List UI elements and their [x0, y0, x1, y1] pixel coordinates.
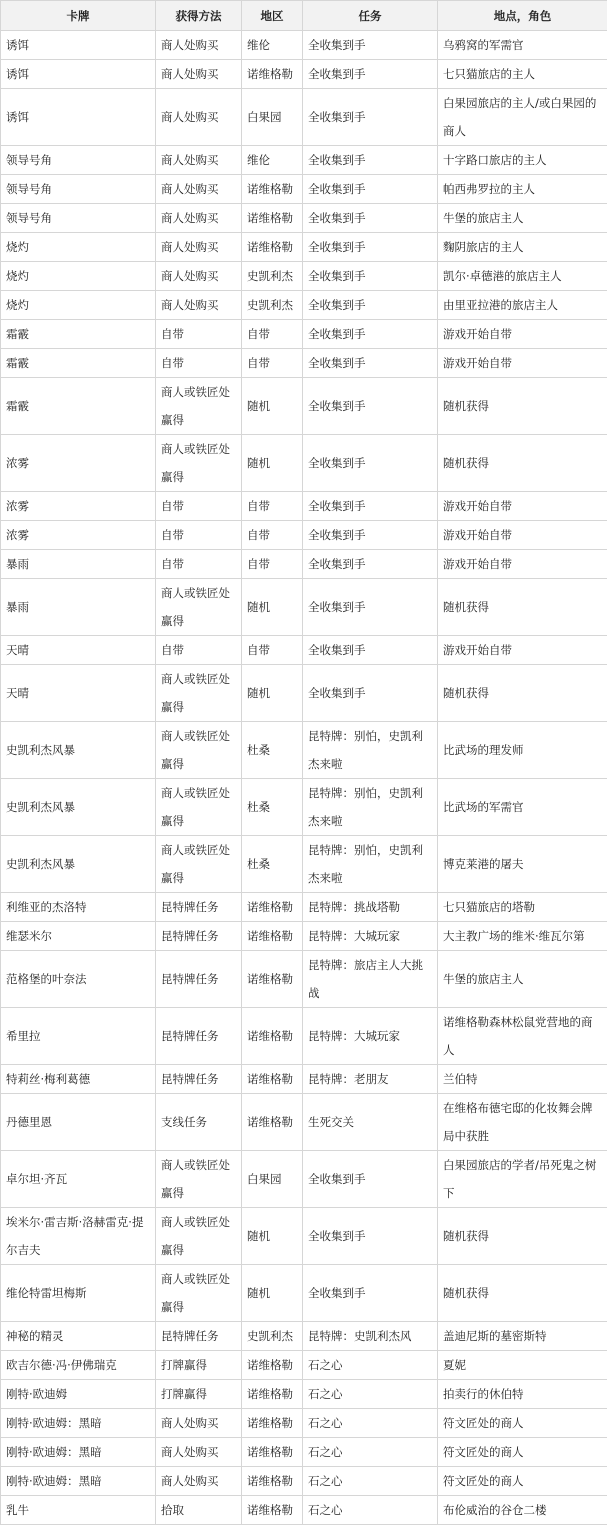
table-row: [1, 1380, 607, 1409]
cell-quest: 石之心: [303, 1351, 438, 1380]
cell-location: 比武场的理发师: [438, 722, 607, 779]
cell-method: 商人处购买: [156, 1409, 242, 1438]
column-header-quest: 任务: [303, 1, 438, 31]
cell-quest: 昆特牌：挑战塔勒: [303, 893, 438, 922]
cell-region: 诺维格勒: [242, 951, 303, 1008]
cell-region: 诺维格勒: [242, 1008, 303, 1065]
cell-location: 符文匠处的商人: [438, 1467, 607, 1496]
cell-method: 商人或铁匠处赢得: [156, 779, 242, 836]
cell-region: 史凯利杰: [242, 291, 303, 320]
cell-location: 随机获得: [438, 378, 607, 435]
cell-region: 诺维格勒: [242, 1496, 303, 1525]
cell-quest: 全收集到手: [303, 1208, 438, 1265]
cell-region: 诺维格勒: [242, 60, 303, 89]
table-row: [1, 1351, 607, 1380]
cell-quest: 石之心: [303, 1409, 438, 1438]
cell-location: 大主教广场的维米·维瓦尔第: [438, 922, 607, 951]
table-row: [1, 1008, 607, 1065]
cell-card: 浓雾: [1, 435, 156, 492]
cell-quest: 全收集到手: [303, 31, 438, 60]
table-row: [1, 291, 607, 320]
cell-method: 商人处购买: [156, 1467, 242, 1496]
cell-card: 烧灼: [1, 233, 156, 262]
cell-location: 游戏开始自带: [438, 320, 607, 349]
cell-quest: 全收集到手: [303, 665, 438, 722]
table-row: [1, 233, 607, 262]
cell-card: 领导号角: [1, 146, 156, 175]
cell-method: 商人处购买: [156, 89, 242, 146]
cell-region: 维伦: [242, 146, 303, 175]
cell-method: 商人或铁匠处赢得: [156, 665, 242, 722]
cell-method: 商人处购买: [156, 291, 242, 320]
cell-location: 在维格布德宅邸的化妆舞会牌局中获胜: [438, 1094, 607, 1151]
table-row: [1, 779, 607, 836]
table-row: [1, 1438, 607, 1467]
cell-location: 帕西弗罗拉的主人: [438, 175, 607, 204]
cell-method: 商人或铁匠处赢得: [156, 378, 242, 435]
cell-card: 史凯利杰风暴: [1, 836, 156, 893]
cell-region: 诺维格勒: [242, 233, 303, 262]
cell-location: 游戏开始自带: [438, 636, 607, 665]
column-header-method: 获得方法: [156, 1, 242, 31]
cell-card: 乳牛: [1, 1496, 156, 1525]
cell-card: 卓尔坦·齐瓦: [1, 1151, 156, 1208]
cell-method: 商人处购买: [156, 262, 242, 291]
cell-method: 昆特牌任务: [156, 922, 242, 951]
cell-method: 商人或铁匠处赢得: [156, 1208, 242, 1265]
cell-method: 打牌赢得: [156, 1351, 242, 1380]
cell-card: 特莉丝·梅利葛德: [1, 1065, 156, 1094]
cell-quest: 全收集到手: [303, 204, 438, 233]
cell-card: 维伦特雷坦梅斯: [1, 1265, 156, 1322]
cell-location: 诺维格勒森林松鼠党营地的商人: [438, 1008, 607, 1065]
cell-region: 诺维格勒: [242, 175, 303, 204]
cell-card: 刚特·欧迪姆：黑暗: [1, 1438, 156, 1467]
cell-quest: 昆特牌：别怕，史凯利杰来啦: [303, 722, 438, 779]
cell-region: 诺维格勒: [242, 1065, 303, 1094]
cell-card: 霜霰: [1, 349, 156, 378]
cell-location: 随机获得: [438, 579, 607, 636]
table-row: [1, 89, 607, 146]
cell-location: 七只猫旅店的主人: [438, 60, 607, 89]
cell-method: 商人或铁匠处赢得: [156, 1151, 242, 1208]
cell-method: 商人或铁匠处赢得: [156, 722, 242, 779]
cell-quest: 全收集到手: [303, 349, 438, 378]
cell-quest: 全收集到手: [303, 175, 438, 204]
cell-region: 白果园: [242, 1151, 303, 1208]
cell-quest: 全收集到手: [303, 233, 438, 262]
cell-method: 自带: [156, 636, 242, 665]
table-row: [1, 579, 607, 636]
cell-method: 自带: [156, 349, 242, 378]
cell-location: 随机获得: [438, 1265, 607, 1322]
table-row: [1, 636, 607, 665]
cell-location: 乌鸦窝的军需官: [438, 31, 607, 60]
cell-method: 商人或铁匠处赢得: [156, 836, 242, 893]
cell-method: 自带: [156, 521, 242, 550]
table-row: [1, 951, 607, 1008]
cell-card: 埃米尔·雷吉斯·洛赫雷克·提尔吉夫: [1, 1208, 156, 1265]
table-row: [1, 1322, 607, 1351]
cell-card: 烧灼: [1, 262, 156, 291]
table-row: [1, 1467, 607, 1496]
cell-region: 史凯利杰: [242, 1322, 303, 1351]
table-body: [1, 31, 607, 1525]
cell-card: 烧灼: [1, 291, 156, 320]
cell-location: 符文匠处的商人: [438, 1438, 607, 1467]
cell-card: 暴雨: [1, 579, 156, 636]
cell-card: 浓雾: [1, 492, 156, 521]
cell-region: 诺维格勒: [242, 893, 303, 922]
cell-method: 商人处购买: [156, 31, 242, 60]
cell-card: 史凯利杰风暴: [1, 722, 156, 779]
table-row: [1, 521, 607, 550]
cell-card: 利维亚的杰洛特: [1, 893, 156, 922]
cell-method: 昆特牌任务: [156, 893, 242, 922]
table-row: [1, 1496, 607, 1525]
cell-quest: 全收集到手: [303, 291, 438, 320]
cell-location: 由里亚拉港的旅店主人: [438, 291, 607, 320]
cell-location: 盖迪尼斯的墓密斯特: [438, 1322, 607, 1351]
cell-quest: 石之心: [303, 1438, 438, 1467]
cell-region: 杜桑: [242, 722, 303, 779]
cell-quest: 全收集到手: [303, 435, 438, 492]
cell-region: 随机: [242, 1208, 303, 1265]
table-row: [1, 349, 607, 378]
cell-region: 杜桑: [242, 836, 303, 893]
cell-method: 自带: [156, 550, 242, 579]
cell-method: 支线任务: [156, 1094, 242, 1151]
cell-quest: 昆特牌：旅店主人大挑战: [303, 951, 438, 1008]
cell-method: 商人处购买: [156, 146, 242, 175]
table-row: [1, 60, 607, 89]
cell-region: 随机: [242, 435, 303, 492]
table-row: [1, 378, 607, 435]
cell-location: 白果园旅店的学者/吊死鬼之树下: [438, 1151, 607, 1208]
cell-location: 白果园旅店的主人/或白果园的商人: [438, 89, 607, 146]
cell-region: 自带: [242, 550, 303, 579]
table-row: [1, 722, 607, 779]
cell-region: 诺维格勒: [242, 204, 303, 233]
cell-location: 十字路口旅店的主人: [438, 146, 607, 175]
table-row: [1, 175, 607, 204]
cell-card: 诱饵: [1, 89, 156, 146]
cell-location: 布伦威治的谷仓二楼: [438, 1496, 607, 1525]
cell-card: 刚特·欧迪姆：黑暗: [1, 1467, 156, 1496]
table-row: [1, 836, 607, 893]
table-row: [1, 1065, 607, 1094]
table-row: [1, 1265, 607, 1322]
table-row: [1, 1151, 607, 1208]
cell-card: 霜霰: [1, 378, 156, 435]
cell-quest: 全收集到手: [303, 636, 438, 665]
cell-quest: 昆特牌：大城玩家: [303, 1008, 438, 1065]
cell-card: 神秘的精灵: [1, 1322, 156, 1351]
cell-method: 商人或铁匠处赢得: [156, 1265, 242, 1322]
cell-card: 刚特·欧迪姆: [1, 1380, 156, 1409]
cell-region: 随机: [242, 1265, 303, 1322]
table-row: [1, 922, 607, 951]
table-row: [1, 320, 607, 349]
table-row: [1, 665, 607, 722]
cell-region: 自带: [242, 492, 303, 521]
cell-quest: 石之心: [303, 1496, 438, 1525]
cell-card: 暴雨: [1, 550, 156, 579]
cell-region: 杜桑: [242, 779, 303, 836]
cell-card: 史凯利杰风暴: [1, 779, 156, 836]
cell-method: 打牌赢得: [156, 1380, 242, 1409]
cell-region: 诺维格勒: [242, 1094, 303, 1151]
table-row: [1, 204, 607, 233]
cell-location: 凯尔·卓德港的旅店主人: [438, 262, 607, 291]
cell-region: 自带: [242, 320, 303, 349]
cell-region: 随机: [242, 378, 303, 435]
cell-quest: 全收集到手: [303, 1265, 438, 1322]
cell-card: 诱饵: [1, 31, 156, 60]
cell-region: 诺维格勒: [242, 1467, 303, 1496]
table-row: [1, 492, 607, 521]
cell-card: 天晴: [1, 636, 156, 665]
cell-region: 史凯利杰: [242, 262, 303, 291]
cell-region: 诺维格勒: [242, 922, 303, 951]
cell-quest: 全收集到手: [303, 60, 438, 89]
cell-method: 商人或铁匠处赢得: [156, 435, 242, 492]
cell-card: 希里拉: [1, 1008, 156, 1065]
table-row: [1, 893, 607, 922]
cell-card: 霜霰: [1, 320, 156, 349]
table-row: [1, 435, 607, 492]
cell-location: 麴阴旅店的主人: [438, 233, 607, 262]
cell-location: 比武场的军需官: [438, 779, 607, 836]
cell-region: 维伦: [242, 31, 303, 60]
cell-quest: 全收集到手: [303, 579, 438, 636]
cell-method: 昆特牌任务: [156, 1065, 242, 1094]
cell-location: 牛堡的旅店主人: [438, 951, 607, 1008]
cell-method: 商人处购买: [156, 60, 242, 89]
cell-quest: 石之心: [303, 1380, 438, 1409]
cell-quest: 全收集到手: [303, 146, 438, 175]
cell-location: 随机获得: [438, 435, 607, 492]
cell-region: 诺维格勒: [242, 1409, 303, 1438]
cell-region: 诺维格勒: [242, 1351, 303, 1380]
cell-quest: 全收集到手: [303, 521, 438, 550]
cell-method: 商人处购买: [156, 175, 242, 204]
cell-location: 牛堡的旅店主人: [438, 204, 607, 233]
column-header-location: 地点，角色: [438, 1, 607, 31]
cell-method: 昆特牌任务: [156, 951, 242, 1008]
cell-quest: 全收集到手: [303, 550, 438, 579]
cell-card: 诱饵: [1, 60, 156, 89]
cell-location: 夏妮: [438, 1351, 607, 1380]
cell-quest: 昆特牌：别怕，史凯利杰来啦: [303, 779, 438, 836]
cell-method: 昆特牌任务: [156, 1322, 242, 1351]
cell-quest: 石之心: [303, 1467, 438, 1496]
cell-location: 随机获得: [438, 665, 607, 722]
cell-quest: 全收集到手: [303, 320, 438, 349]
cell-quest: 昆特牌：别怕，史凯利杰来啦: [303, 836, 438, 893]
cell-location: 游戏开始自带: [438, 521, 607, 550]
table-row: [1, 31, 607, 60]
table-row: [1, 262, 607, 291]
cell-card: 范格堡的叶奈法: [1, 951, 156, 1008]
table-row: [1, 1409, 607, 1438]
cell-quest: 昆特牌：大城玩家: [303, 922, 438, 951]
cell-card: 浓雾: [1, 521, 156, 550]
cell-method: 商人处购买: [156, 1438, 242, 1467]
cell-quest: 全收集到手: [303, 492, 438, 521]
cell-location: 游戏开始自带: [438, 492, 607, 521]
cell-quest: 昆特牌：史凯利杰风: [303, 1322, 438, 1351]
cell-location: 兰伯特: [438, 1065, 607, 1094]
cell-quest: 生死交关: [303, 1094, 438, 1151]
cell-quest: 全收集到手: [303, 378, 438, 435]
table-row: [1, 1094, 607, 1151]
cell-quest: 全收集到手: [303, 89, 438, 146]
cell-region: 诺维格勒: [242, 1380, 303, 1409]
cell-region: 自带: [242, 521, 303, 550]
table-header-row: [1, 1, 607, 31]
cell-location: 游戏开始自带: [438, 550, 607, 579]
cell-method: 商人处购买: [156, 204, 242, 233]
column-header-card: 卡牌: [1, 1, 156, 31]
cell-region: 自带: [242, 636, 303, 665]
cell-location: 拍卖行的休伯特: [438, 1380, 607, 1409]
cell-method: 自带: [156, 492, 242, 521]
cell-location: 七只猫旅店的塔勒: [438, 893, 607, 922]
table-row: [1, 1208, 607, 1265]
cell-quest: 全收集到手: [303, 1151, 438, 1208]
cell-quest: 昆特牌：老朋友: [303, 1065, 438, 1094]
cell-region: 随机: [242, 665, 303, 722]
cell-region: 自带: [242, 349, 303, 378]
cell-method: 拾取: [156, 1496, 242, 1525]
cell-location: 博克莱港的屠夫: [438, 836, 607, 893]
cell-quest: 全收集到手: [303, 262, 438, 291]
cell-method: 商人处购买: [156, 233, 242, 262]
cell-method: 商人或铁匠处赢得: [156, 579, 242, 636]
cell-card: 丹德里恩: [1, 1094, 156, 1151]
cell-location: 符文匠处的商人: [438, 1409, 607, 1438]
cell-card: 领导号角: [1, 175, 156, 204]
table-row: [1, 550, 607, 579]
cell-card: 欧吉尔德·冯·伊佛瑞克: [1, 1351, 156, 1380]
table-row: [1, 146, 607, 175]
cell-region: 诺维格勒: [242, 1438, 303, 1467]
cell-region: 随机: [242, 579, 303, 636]
cell-method: 自带: [156, 320, 242, 349]
cell-card: 维瑟米尔: [1, 922, 156, 951]
cell-card: 刚特·欧迪姆：黑暗: [1, 1409, 156, 1438]
cell-method: 昆特牌任务: [156, 1008, 242, 1065]
cell-region: 白果园: [242, 89, 303, 146]
cell-card: 领导号角: [1, 204, 156, 233]
cell-location: 游戏开始自带: [438, 349, 607, 378]
cell-card: 天晴: [1, 665, 156, 722]
column-header-region: 地区: [242, 1, 303, 31]
cell-location: 随机获得: [438, 1208, 607, 1265]
